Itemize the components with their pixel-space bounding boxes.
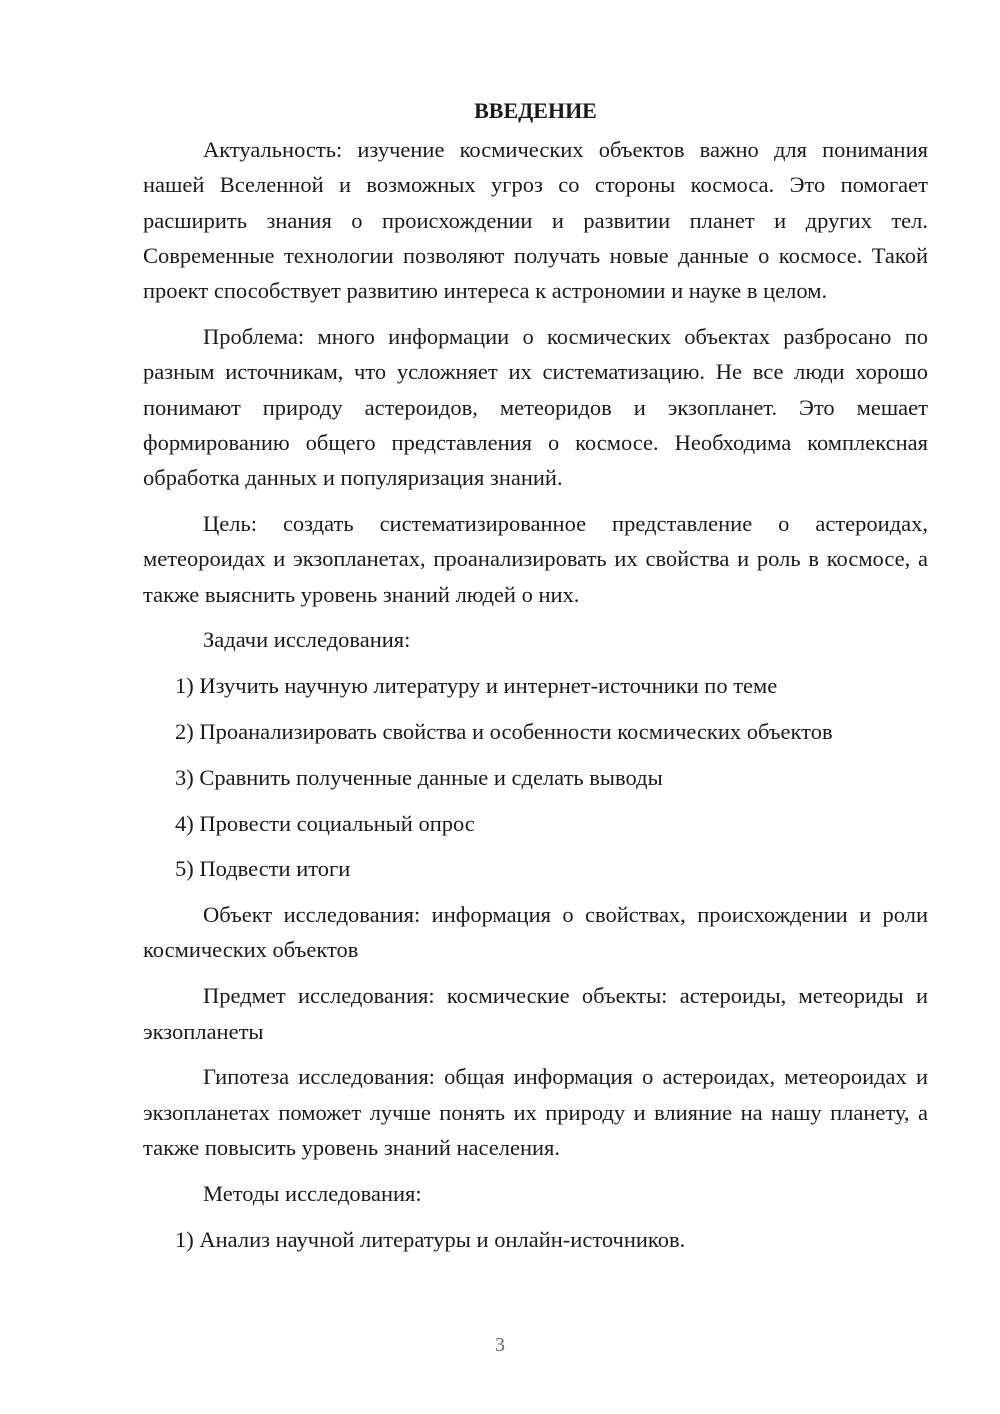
list-item: 2) Проанализировать свойства и особенности космических объектов xyxy=(175,718,833,744)
problem-paragraph: Проблема: много информации о космических объектах разбросано по разным источникам, что усложняет их систематизацию. Не все люди хорошо понимают природу астероидов, метеоридов и экзопланет. Это мешает формированию общего представления о космосе. Необходима комплексная обработка данных и популяризация знаний. xyxy=(143,323,928,491)
tasks-list xyxy=(143,668,928,886)
page-content xyxy=(143,97,928,1267)
list-item: 1) Анализ научной литературы и онлайн-источников. xyxy=(175,1226,686,1252)
methods-list xyxy=(143,1222,928,1257)
page-number: 3 xyxy=(495,1334,505,1356)
relevance-paragraph: Актуальность: изучение космических объектов важно для понимания нашей Вселенной и возможных угроз со стороны космоса. Это помогает расширить знания о происхождении и развитии планет и других тел. Современные технологии позволяют получать новые данные о космосе. Такой проект способствует развитию интереса к астрономии и науке в целом. xyxy=(143,137,928,304)
list-item: 3) Сравнить полученные данные и сделать выводы xyxy=(175,764,663,790)
list-item: 1) Изучить научную литературу и интернет-источники по теме xyxy=(175,673,778,699)
object-paragraph: Объект исследования: информация о свойствах, происхождении и роли космических объектов xyxy=(143,902,928,963)
list-item: 4) Провести социальный опрос xyxy=(175,810,475,836)
tasks-heading: Задачи исследования: xyxy=(203,627,411,653)
methods-heading: Методы исследования: xyxy=(203,1180,422,1206)
subject-paragraph: Предмет исследования: космические объекты: астероиды, метеориды и экзопланеты xyxy=(143,983,928,1044)
hypothesis-paragraph: Гипотеза исследования: общая информация о астероидах, метеороидах и экзопланетах поможет лучше понять их природу и влияние на нашу планету, а также повысить уровень знаний населения. xyxy=(143,1064,928,1160)
goal-paragraph: Цель: создать систематизированное представление о астероидах, метеороидах и экзопланетах, проанализировать их свойства и роль в космосе, а также выяснить уровень знаний людей о них. xyxy=(143,510,928,607)
list-item: 5) Подвести итоги xyxy=(175,856,351,882)
section-title: ВВЕДЕНИЕ xyxy=(474,98,597,123)
